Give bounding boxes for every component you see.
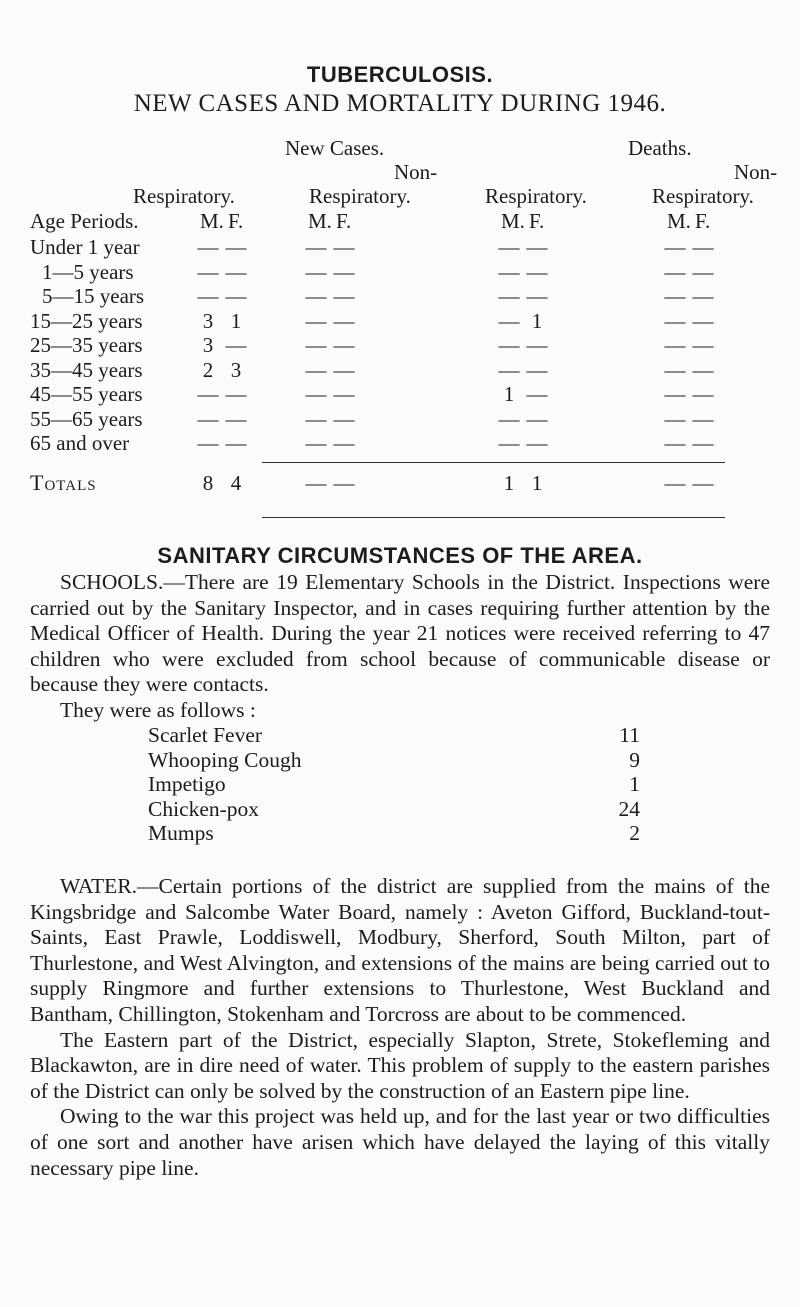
header-new-non: Non-	[394, 160, 438, 184]
table-cell: —	[692, 406, 714, 431]
totals-cell: 1	[531, 471, 543, 495]
totals-cell: —	[333, 471, 355, 495]
disease-count: 9	[629, 747, 640, 772]
header-f-0: F.	[228, 209, 244, 233]
table-cell: —	[305, 431, 327, 455]
table-cell: —	[498, 357, 520, 382]
age-label: 1—5 years	[42, 259, 134, 284]
totals-cell: 1	[503, 471, 515, 495]
table-cell: —	[305, 357, 327, 382]
table-cell: —	[692, 333, 714, 357]
table-cell: —	[692, 382, 714, 406]
disease-name: Impetigo	[148, 772, 226, 796]
table-cell: —	[692, 308, 714, 333]
table-cell: —	[225, 259, 247, 284]
table-cell: 3	[202, 333, 214, 357]
totals-cell: —	[692, 471, 714, 495]
table-cell: —	[664, 284, 686, 308]
table-cell: —	[526, 382, 548, 406]
table-cell: —	[225, 406, 247, 431]
table-cell: —	[333, 431, 355, 455]
table-cell: —	[664, 357, 686, 382]
totals-rule-bottom	[262, 517, 725, 518]
table-cell: —	[498, 333, 520, 357]
table-cell: —	[664, 382, 686, 406]
table-cell: —	[225, 284, 247, 308]
table-cell: —	[526, 333, 548, 357]
table-cell: —	[305, 284, 327, 308]
table-cell: —	[498, 431, 520, 455]
header-age-periods: Age Periods.	[30, 209, 139, 233]
table-cell: —	[197, 406, 219, 431]
header-new-nonrespiratory: Respiratory.	[309, 184, 411, 208]
water-paragraph: WATER.—Certain portions of the district are supplied from the mains of the Kingsbridge and Salcombe Water Board, namely : Aveton Gifford, Buckland-tout-Saints, East Prawle, Loddiswell, Modbury, Sherford, South Milton, part of Thurlestone, and West Alvington, and extensions of the mains are being carried out to supply Ringmore and further extensions to Thurlestone, West Buckland and Bantham, Chillington, Stokenham and Torcross are about to be commenced.	[30, 874, 770, 1026]
header-new-respiratory: Respiratory.	[133, 184, 235, 208]
disease-count: 24	[618, 796, 640, 821]
age-label: 65 and over	[30, 431, 130, 455]
header-m-2: M.	[501, 209, 525, 233]
table-cell: —	[333, 259, 355, 284]
disease-count: 11	[619, 723, 640, 747]
table-cell: —	[664, 259, 686, 284]
table-cell: —	[197, 259, 219, 284]
table-cell: —	[333, 357, 355, 382]
header-deaths: Deaths.	[628, 136, 692, 160]
war-paragraph: Owing to the war this project was held up, and for the last year or two difficulties of one sort and another have arisen which have delayed the laying of this vitally necessary pipe line.	[30, 1104, 770, 1180]
table-cell: —	[305, 406, 327, 431]
table-cell: —	[498, 259, 520, 284]
table-cell: —	[526, 259, 548, 284]
table-cell: —	[526, 406, 548, 431]
schools-paragraph: SCHOOLS.—There are 19 Elementary Schools in the District. Inspections were carried out by the Sanitary Inspector, and in cases requiring further attention by the Medical Officer of Health. During the year 21 notices were received referring to 47 children who were excluded from school because of communicable disease or because they were contacts.	[30, 570, 770, 697]
disease-count: 1	[629, 772, 640, 796]
totals-cell: 4	[230, 471, 242, 495]
table-cell: —	[197, 431, 219, 455]
age-label: 25—35 years	[30, 333, 143, 357]
table-cell: —	[498, 235, 520, 259]
age-label: 35—45 years	[30, 357, 143, 382]
table-cell: —	[664, 235, 686, 259]
table-cell: —	[333, 235, 355, 259]
table-cell: —	[197, 235, 219, 259]
table-cell: —	[526, 431, 548, 455]
table-cell: 1	[531, 308, 543, 333]
table-cell: —	[305, 382, 327, 406]
table-cell: —	[498, 284, 520, 308]
header-m-3: M.	[667, 209, 691, 233]
table-cell: 3	[230, 357, 242, 382]
disease-name: Whooping Cough	[148, 747, 302, 772]
totals-cell: —	[664, 471, 686, 495]
table-cell: 3	[202, 308, 214, 333]
follows-line: They were as follows :	[60, 697, 256, 722]
eastern-paragraph: The Eastern part of the District, especially Slapton, Strete, Stokefleming and Blackawton, are in dire need of water. This problem of supply to the eastern parishes of the District can only be solved by the construction of an Eastern pipe line.	[30, 1027, 770, 1103]
disease-name: Scarlet Fever	[148, 723, 263, 747]
header-f-1: F.	[336, 209, 352, 233]
table-cell: —	[692, 259, 714, 284]
header-deaths-nonrespiratory: Respiratory.	[652, 184, 754, 208]
table-cell: —	[225, 333, 247, 357]
header-f-2: F.	[529, 209, 545, 233]
table-cell: 2	[202, 357, 214, 382]
totals-rule-top	[262, 462, 725, 463]
table-cell: —	[526, 284, 548, 308]
table-cell: 1	[503, 382, 515, 406]
age-label: 55—65 years	[30, 406, 143, 431]
table-cell: —	[526, 357, 548, 382]
header-m-0: M.	[200, 209, 224, 233]
table-cell: —	[197, 382, 219, 406]
table-cell: 1	[230, 308, 242, 333]
table-cell: —	[692, 431, 714, 455]
sanitary-heading: SANITARY CIRCUMSTANCES OF THE AREA.	[157, 543, 643, 568]
page-title: TUBERCULOSIS.	[306, 62, 494, 87]
age-label: Under 1 year	[30, 235, 140, 259]
table-cell: —	[305, 235, 327, 259]
table-cell: —	[197, 284, 219, 308]
disease-name: Mumps	[148, 821, 214, 845]
schools-section	[30, 570, 770, 724]
totals-cell: 8	[202, 471, 214, 495]
table-cell: —	[333, 333, 355, 357]
table-cell: —	[692, 235, 714, 259]
table-cell: —	[526, 235, 548, 259]
table-cell: —	[225, 382, 247, 406]
table-cell: —	[692, 284, 714, 308]
disease-count: 2	[629, 821, 640, 845]
table-cell: —	[225, 235, 247, 259]
table-cell: —	[305, 333, 327, 357]
table-cell: —	[333, 406, 355, 431]
header-f-3: F.	[695, 209, 711, 233]
table-cell: —	[333, 382, 355, 406]
table-cell: —	[664, 431, 686, 455]
table-cell: —	[664, 333, 686, 357]
header-m-1: M.	[308, 209, 332, 233]
water-section	[30, 874, 770, 1181]
totals-label: Totals	[30, 470, 97, 495]
table-cell: —	[664, 406, 686, 431]
table-cell: —	[305, 259, 327, 284]
table-cell: —	[692, 357, 714, 382]
header-deaths-respiratory: Respiratory.	[485, 184, 587, 208]
table-cell: —	[498, 406, 520, 431]
table-cell: —	[333, 284, 355, 308]
age-label: 15—25 years	[30, 308, 143, 333]
table-cell: —	[305, 308, 327, 333]
age-label: 45—55 years	[30, 382, 143, 406]
header-deaths-non: Non-	[734, 160, 778, 184]
header-new-cases: New Cases.	[285, 136, 385, 160]
disease-name: Chicken-pox	[148, 796, 260, 821]
page-subtitle: NEW CASES AND MORTALITY DURING 1946.	[133, 90, 667, 117]
totals-cell: —	[305, 471, 327, 495]
table-cell: —	[333, 308, 355, 333]
table-cell: —	[664, 308, 686, 333]
table-cell: —	[225, 431, 247, 455]
table-cell: —	[498, 308, 520, 333]
age-label: 5—15 years	[42, 284, 145, 308]
